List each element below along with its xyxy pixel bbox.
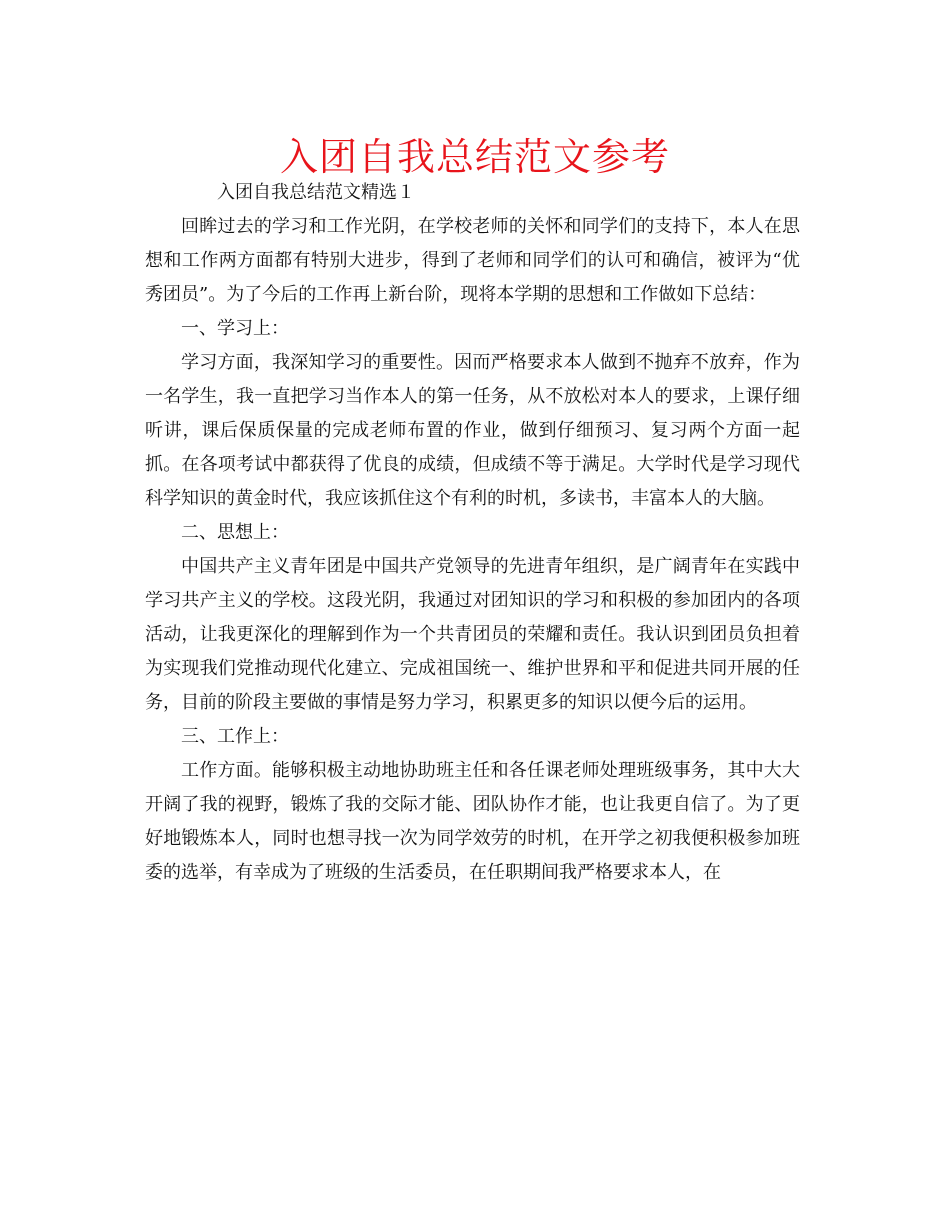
document-title: 入团自我总结范文参考	[279, 135, 670, 179]
thought-paragraph: 中国共产主义青年团是中国共产党领导的先进青年组织，是广阔青年在实践中学习共产主义的学校。这段光阴，我通过对团知识的学习和积极的参加团内的各项活动，让我更深化的理解到作为一个共青团员的荣耀和责任。我认识到团员负担着为实现我们党推动现代化建立、完成祖国统一、维护世界和平和促进共同开展的任务，目前的阶段主要做的事情是努力学习，积累更多的知识以便今后的运用。	[145, 556, 800, 713]
document-subtitle: 入团自我总结范文精选１	[217, 182, 415, 203]
intro-paragraph: 回眸过去的学习和工作光阴，在学校老师的关怀和同学们的支持下，本人在思想和工作两方面都有特别大进步，得到了老师和同学们的认可和确信，被评为“优秀团员”。为了今后的工作再上新台阶，现将本学期的思想和工作做如下总结：	[145, 216, 800, 305]
section-heading-study: 一、学习上：	[181, 318, 289, 339]
document-body	[145, 176, 800, 890]
study-paragraph: 学习方面，我深知学习的重要性。因而严格要求本人做到不抛弃不放弃，作为一名学生，我一直把学习当作本人的第一任务，从不放松对本人的要求，上课仔细听讲，课后保质保量的完成老师布置的作业，做到仔细预习、复习两个方面一起抓。在各项考试中都获得了优良的成绩，但成绩不等于满足。大学时代是学习现代科学知识的黄金时代，我应该抓住这个有利的时机，多读书，丰富本人的大脑。	[145, 352, 800, 509]
section-heading-thought: 二、思想上：	[181, 522, 289, 543]
work-paragraph: 工作方面。能够积极主动地协助班主任和各任课老师处理班级事务，其中大大开阔了我的视野，锻炼了我的交际才能、团队协作才能，也让我更自信了。为了更好地锻炼本人，同时也想寻找一次为同学效劳的时机，在开学之初我便积极参加班委的选举，有幸成为了班级的生活委员，在任职期间我严格要求本人，在	[145, 760, 800, 883]
section-heading-work: 三、工作上：	[181, 726, 289, 747]
